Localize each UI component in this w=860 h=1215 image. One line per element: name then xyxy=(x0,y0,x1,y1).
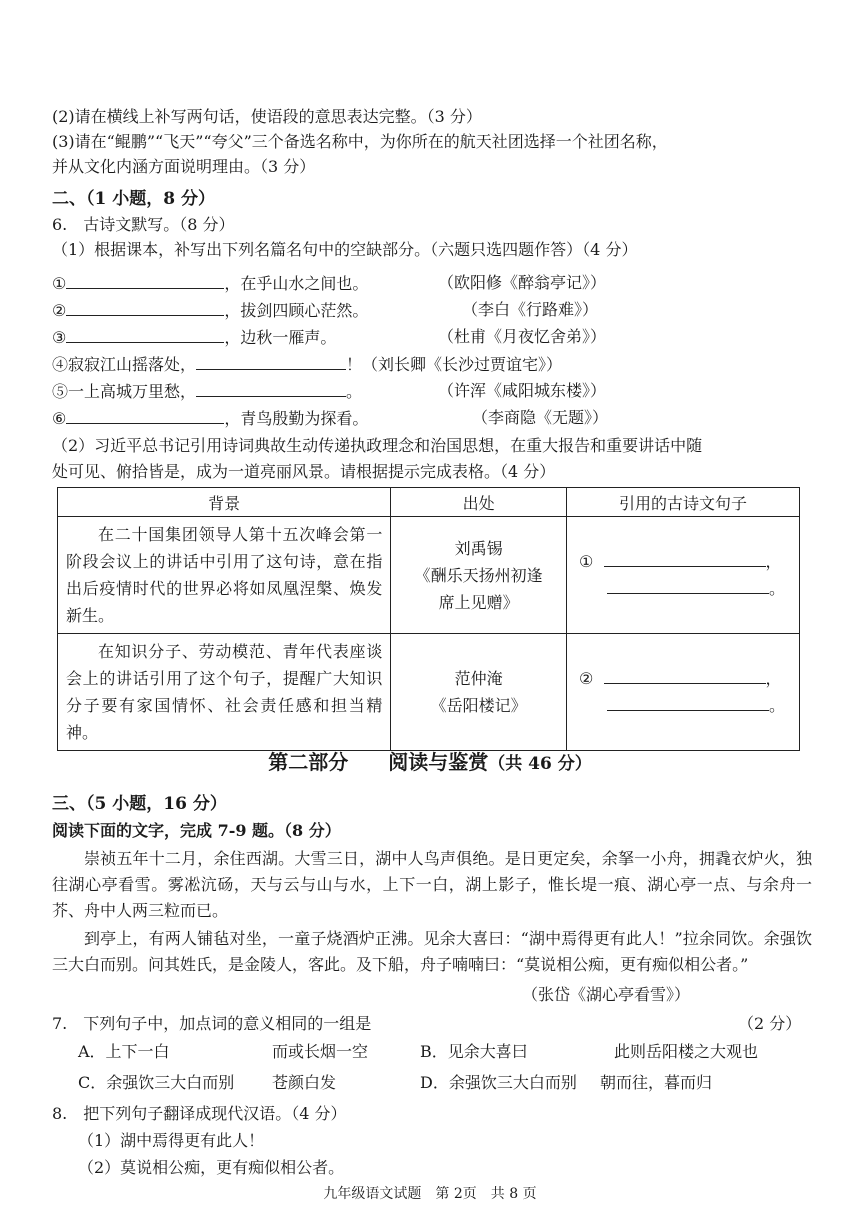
q8-sentence-2: （2）莫说相公痴，更有痴似相公者。 xyxy=(78,1158,345,1177)
recite-num: ④ xyxy=(52,355,69,374)
q8-stem: 8. 把下列句子翻译成现代汉语。（4 分） xyxy=(52,1104,347,1123)
answer-row-2 xyxy=(579,692,791,719)
answer-punct: 。 xyxy=(769,579,786,598)
recite-line-1 xyxy=(52,272,368,295)
q7-score: （2 分） xyxy=(738,1014,802,1033)
answer-row-1 xyxy=(579,665,791,692)
recite-text: ，边秋一雁声。 xyxy=(224,328,337,347)
header-background: 背景 xyxy=(58,488,391,517)
answer-row-1 xyxy=(579,548,791,575)
page-footer: 九年级语文试题 第 2页 共 8 页 xyxy=(323,1186,537,1202)
header-source: 出处 xyxy=(391,488,567,517)
answer-num: ① xyxy=(579,552,594,571)
answer-cell xyxy=(567,634,800,751)
q7-option-a-1[interactable]: A．上下一白 xyxy=(78,1042,170,1061)
recite-num: ⑥ xyxy=(52,409,67,428)
recite-line-2 xyxy=(52,299,368,322)
recite-source-4: ！（刘长卿《长沙过贾谊宅》） xyxy=(346,355,563,374)
q7-stem: 7. 下列句子中，加点词的意义相同的一组是 xyxy=(52,1014,372,1033)
section3-heading: 三、（5 小题，16 分） xyxy=(52,794,227,814)
recite-text: ，在乎山水之间也。 xyxy=(224,274,369,293)
recite-line-4 xyxy=(52,353,562,376)
answer-blank[interactable] xyxy=(607,694,769,711)
answer-blank[interactable] xyxy=(607,577,769,594)
recite-num: ③ xyxy=(52,328,67,347)
q7-option-b-1[interactable]: B．见余大喜曰 xyxy=(420,1042,528,1061)
source-author: 刘禹锡 xyxy=(454,538,503,558)
q6-title: 6. 古诗文默写。（8 分） xyxy=(52,215,235,234)
answer-blank[interactable] xyxy=(66,407,224,424)
background-cell: 在二十国集团领导人第十五次峰会第一阶段会议上的讲话中引用了这句诗，意在指出后疫情时代的世界必将如凤凰涅槃、焕发新生。 xyxy=(58,517,391,634)
q7-option-d-2: 朝而往，暮而归 xyxy=(600,1073,713,1092)
recite-line-6 xyxy=(52,407,368,430)
part2-title-text: 第二部分 阅读与鉴赏 xyxy=(268,750,489,774)
table-row xyxy=(58,634,800,751)
answer-punct: ， xyxy=(765,669,782,688)
passage-source: （张岱《湖心亭看雪》） xyxy=(522,985,691,1004)
recite-text: 寂寂江山摇落处， xyxy=(68,355,197,374)
recite-source-5: （许浑《咸阳城东楼》） xyxy=(438,381,607,400)
q7-option-a-2: 而或长烟一空 xyxy=(272,1042,369,1061)
background-cell: 在知识分子、劳动模范、青年代表座谈会上的讲话引用了这个句子，提醒广大知识分子要有家国情怀、社会责任感和担当精神。 xyxy=(58,634,391,751)
source-cell xyxy=(391,634,567,751)
passage-paragraph-1: 崇祯五年十二月，余住西湖。大雪三日，湖中人鸟声俱绝。是日更定矣，余拏一小舟，拥毳衣炉火，独往湖心亭看雪。雾凇沆砀，天与云与山与水，上下一白，湖上影子，惟长堤一痕、湖心亭一点、与余舟一芥、舟中人两三粒而已。 xyxy=(52,849,812,920)
table-header-row xyxy=(58,488,800,517)
source-work: 《酬乐天扬州初逢 xyxy=(414,565,543,585)
recite-text: ，拔剑四顾心茫然。 xyxy=(224,301,369,320)
passage-paragraph-2: 到亭上，有两人铺毡对坐，一童子烧酒炉正沸。见余大喜曰：“湖中焉得更有此人！”拉余同饮。余强饮三大白而别。问其姓氏，是金陵人，客此。及下船，舟子喃喃曰：“莫说相公痴，更有痴似相公者。” xyxy=(52,929,812,974)
recite-source-3: （杜甫《月夜忆舍弟》） xyxy=(438,327,607,346)
source-cell xyxy=(391,517,567,634)
recite-source-6: （李商隐《无题》） xyxy=(472,408,609,427)
q6-sub1: （1）根据课本，补写出下列名篇名句中的空缺部分。（六题只选四题作答）（4 分） xyxy=(52,240,638,259)
q7-option-d-1[interactable]: D．余强饮三大白而别 xyxy=(420,1073,577,1092)
q6-sub2-line2: 处可见、俯拾皆是，成为一道亮丽风景。请根据提示完成表格。（4 分） xyxy=(52,462,556,481)
answer-blank[interactable] xyxy=(66,326,224,343)
recite-text: ，青鸟殷勤为探看。 xyxy=(224,409,369,428)
recite-num: ① xyxy=(52,274,67,293)
answer-blank[interactable] xyxy=(196,380,346,397)
answer-blank[interactable] xyxy=(66,299,224,316)
header-quote: 引用的古诗文句子 xyxy=(567,488,800,517)
source-work: 《岳阳楼记》 xyxy=(430,696,527,715)
q5-sub3-line2: 并从文化内涵方面说明理由。（3 分） xyxy=(52,157,316,176)
recite-line-3 xyxy=(52,326,336,349)
answer-blank[interactable] xyxy=(196,353,346,370)
recite-punct: 。 xyxy=(346,382,363,401)
recite-line-5 xyxy=(52,380,362,403)
q8-sentence-1: （1）湖中焉得更有此人！ xyxy=(78,1131,265,1150)
q7-option-b-2: 此则岳阳楼之大观也 xyxy=(614,1042,759,1061)
answer-punct: ， xyxy=(765,552,782,571)
q6-sub2-line1: （2）习近平总书记引用诗词典故生动传递执政理念和治国思想，在重大报告和重要讲话中随 xyxy=(52,436,703,455)
q7-option-c-2: 苍颜白发 xyxy=(272,1073,337,1092)
recite-source-1: （欧阳修《醉翁亭记》） xyxy=(438,273,607,292)
q5-sub3-line1: (3)请在“鲲鹏”“飞天”“夸父”三个备选名称中，为你所在的航天社团选择一个社团名称， xyxy=(52,132,668,151)
section2-heading: 二、（1 小题，8 分） xyxy=(52,189,215,209)
answer-blank[interactable] xyxy=(604,667,766,684)
recite-source-2: （李白《行路难》） xyxy=(462,300,599,319)
recite-num: ⑤ xyxy=(52,382,69,401)
answer-blank[interactable] xyxy=(604,550,766,567)
section3-instruction: 阅读下面的文字，完成 7-9 题。（8 分） xyxy=(52,821,341,840)
answer-cell xyxy=(567,517,800,634)
recite-text: 一上高城万里愁， xyxy=(68,382,197,401)
source-author: 范仲淹 xyxy=(454,669,503,688)
q7-option-c-1[interactable]: C．余强饮三大白而别 xyxy=(78,1073,235,1092)
quotation-table xyxy=(57,487,800,751)
q5-sub2: (2)请在横线上补写两句话，使语段的意思表达完整。（3 分） xyxy=(52,107,482,126)
recite-num: ② xyxy=(52,301,67,320)
part2-score: （共 46 分） xyxy=(488,754,592,774)
answer-punct: 。 xyxy=(769,696,786,715)
part2-title xyxy=(0,748,860,778)
answer-row-2 xyxy=(579,575,791,602)
answer-blank[interactable] xyxy=(66,272,224,289)
answer-num: ② xyxy=(579,669,594,688)
source-work-cont: 席上见赠》 xyxy=(438,592,519,612)
table-row xyxy=(58,517,800,634)
